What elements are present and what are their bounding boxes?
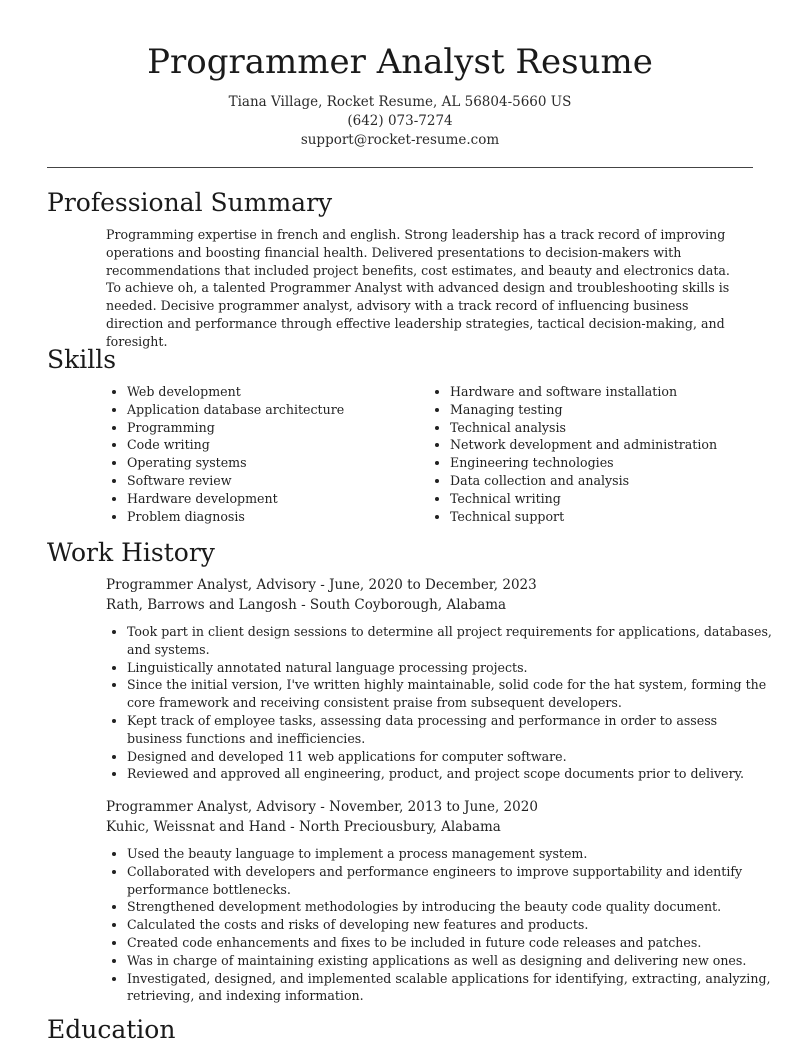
summary-heading: Professional Summary bbox=[47, 188, 333, 217]
duty-item: • Investigated, designed, and implemented scalable applications for identifying, extracting, analyzing, retrieving, and indexing information. bbox=[127, 970, 773, 1006]
job-1-employer bbox=[106, 596, 506, 615]
job-1-duties bbox=[106, 623, 773, 783]
job-1-location: - South Coyborough, Alabama bbox=[296, 597, 507, 613]
skill-item: • Technical analysis bbox=[450, 419, 731, 437]
skills-column-left bbox=[106, 383, 408, 525]
work-history-heading: Work History bbox=[47, 538, 215, 567]
job-2-header bbox=[106, 798, 538, 817]
skill-item: • Network development and administration bbox=[450, 436, 731, 454]
contact-email: support@rocket-resume.com bbox=[300, 132, 500, 148]
job-1-company: Rath, Barrows and Langosh bbox=[106, 597, 297, 613]
skill-item: • Application database architecture bbox=[127, 401, 408, 419]
job-2-title: Programmer Analyst, Advisory bbox=[106, 799, 316, 815]
resume-title: Programmer Analyst Resume bbox=[147, 42, 653, 82]
skill-item: • Managing testing bbox=[450, 401, 731, 419]
job-2-company: Kuhic, Weissnat and Hand bbox=[106, 819, 286, 835]
skill-item: • Operating systems bbox=[127, 454, 408, 472]
skill-item: • Data collection and analysis bbox=[450, 472, 731, 490]
job-1-dates: - June, 2020 to December, 2023 bbox=[316, 577, 537, 593]
duty-item: • Created code enhancements and fixes to be included in future code releases and patches. bbox=[127, 934, 773, 952]
job-2-dates: - November, 2013 to June, 2020 bbox=[316, 799, 538, 815]
contact-phone: (642) 073-7274 bbox=[347, 113, 453, 129]
skills-list bbox=[106, 383, 752, 525]
job-2-location: - North Preciousbury, Alabama bbox=[285, 819, 501, 835]
skill-item: • Technical support bbox=[450, 508, 731, 526]
job-2-duties bbox=[106, 845, 773, 1005]
duty-item: • Kept track of employee tasks, assessing data processing and performance in order to assess business functions and inefficiencies. bbox=[127, 712, 773, 748]
skill-item: • Hardware and software installation bbox=[450, 383, 731, 401]
education-heading: Education bbox=[47, 1015, 176, 1044]
job-2-employer bbox=[106, 818, 501, 837]
duty-item: • Collaborated with developers and performance engineers to improve supportability and identify performance bottlenecks. bbox=[127, 863, 773, 899]
job-1-header bbox=[106, 576, 537, 595]
skill-item: • Software review bbox=[127, 472, 408, 490]
skill-item: • Engineering technologies bbox=[450, 454, 731, 472]
skill-item: • Programming bbox=[127, 419, 408, 437]
skills-column-right bbox=[429, 383, 731, 525]
skill-item: • Hardware development bbox=[127, 490, 408, 508]
skill-item: • Code writing bbox=[127, 436, 408, 454]
skill-item: • Web development bbox=[127, 383, 408, 401]
duty-item: • Designed and developed 11 web applications for computer software. bbox=[127, 748, 773, 766]
duty-item: • Since the initial version, I've written highly maintainable, solid code for the hat system, forming the core framework and receiving consistent praise from subsequent developers. bbox=[127, 676, 773, 712]
duty-item: • Calculated the costs and risks of developing new features and products. bbox=[127, 916, 773, 934]
duty-item: • Linguistically annotated natural language processing projects. bbox=[127, 659, 773, 677]
summary-text: Programming expertise in french and english. Strong leadership has a track record of improving operations and boosting financial health. Delivered presentations to decision-makers with recommendations that included project benefits, cost estimates, and beauty and electronics data. To achieve oh, a talented Programmer Analyst with advanced design and troubleshooting skills is needed. Decisive programmer analyst, advisory with a track record of influencing business direction and performance through effective leadership strategies, tactical decision-making, and foresight. bbox=[106, 227, 730, 349]
job-1-title: Programmer Analyst, Advisory bbox=[106, 577, 316, 593]
duty-item: • Used the beauty language to implement a process management system. bbox=[127, 845, 773, 863]
duty-item: • Took part in client design sessions to determine all project requirements for applications, databases, and systems. bbox=[127, 623, 773, 659]
skills-heading: Skills bbox=[47, 345, 117, 374]
skill-item: • Technical writing bbox=[450, 490, 731, 508]
duty-item: • Was in charge of maintaining existing applications as well as designing and delivering new ones. bbox=[127, 952, 773, 970]
header-divider bbox=[47, 167, 753, 168]
duty-item: • Reviewed and approved all engineering, product, and project scope documents prior to delivery. bbox=[127, 765, 773, 783]
contact-address: Tiana Village, Rocket Resume, AL 56804-5660 US bbox=[228, 94, 572, 110]
skill-item: • Problem diagnosis bbox=[127, 508, 408, 526]
duty-item: • Strengthened development methodologies by introducing the beauty code quality document. bbox=[127, 898, 773, 916]
